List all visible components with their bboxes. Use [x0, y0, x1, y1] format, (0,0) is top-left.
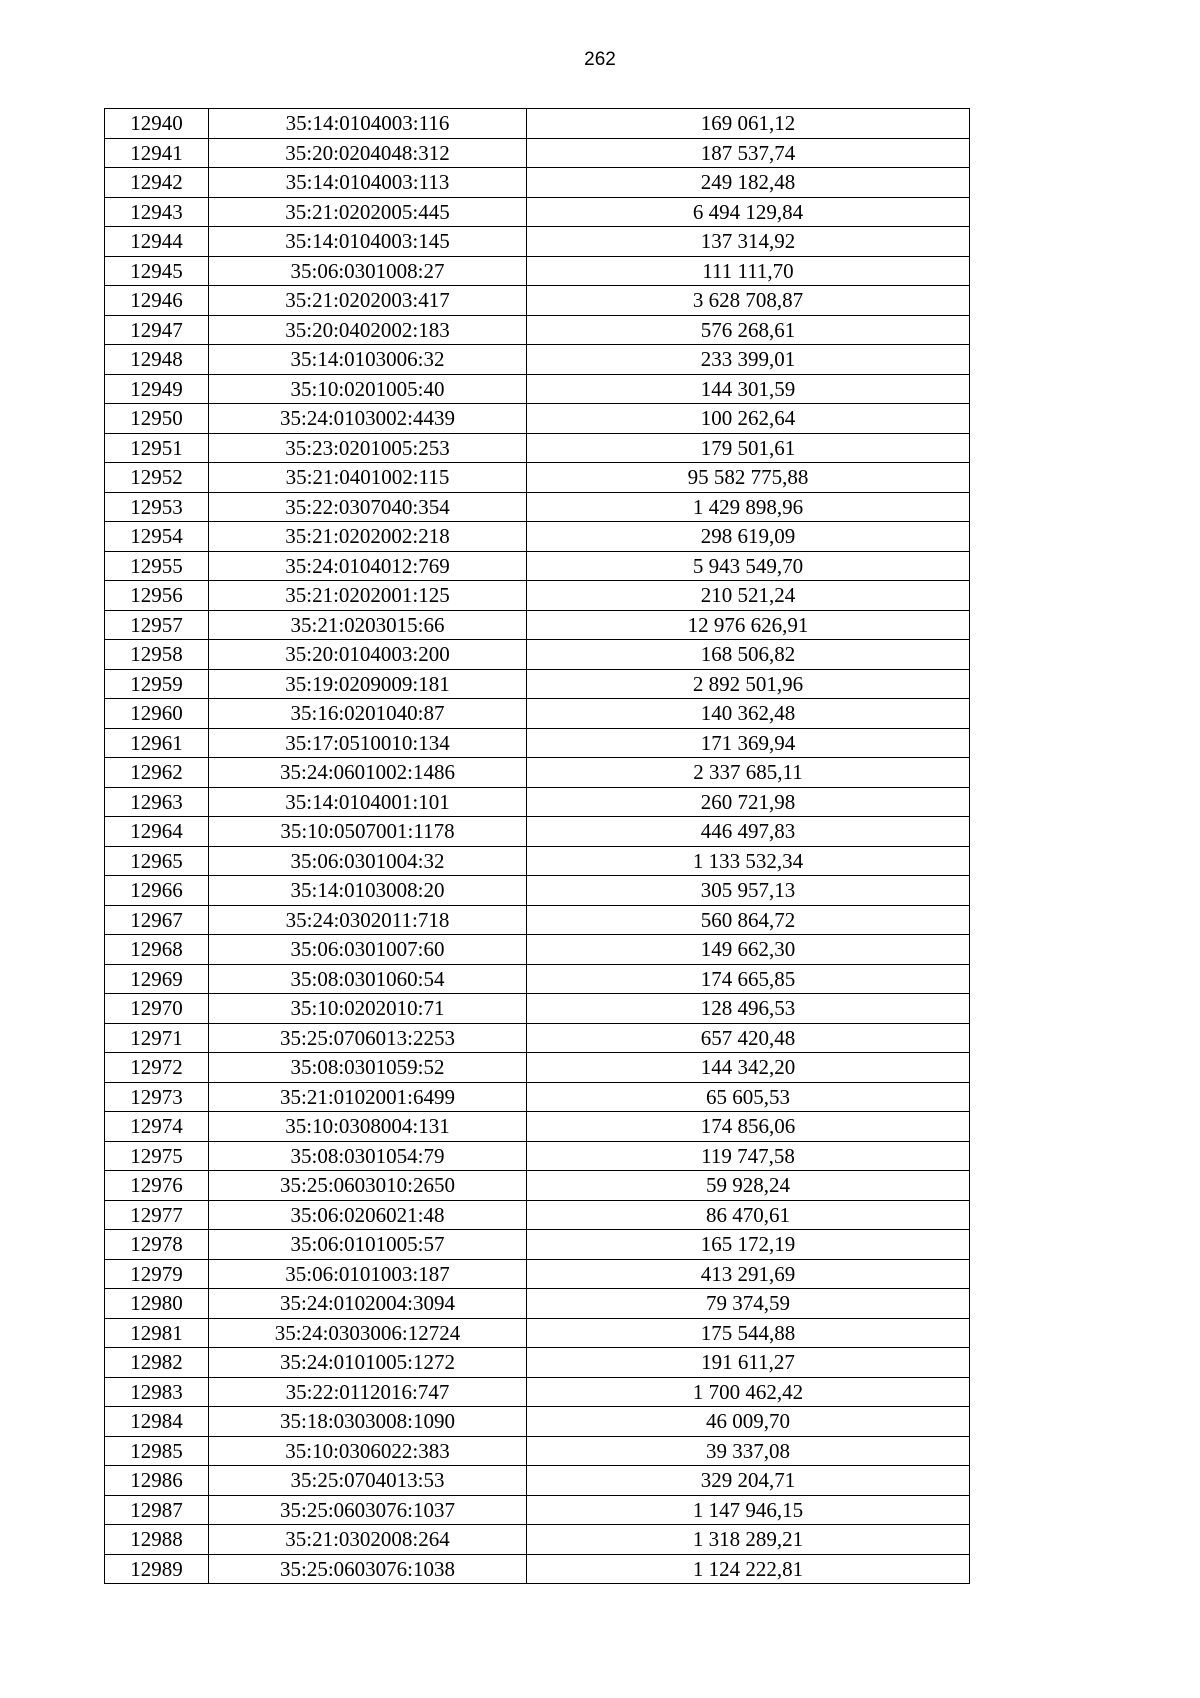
table-row: [105, 315, 970, 345]
table-row: [105, 1230, 970, 1260]
row-number-cell: 12958: [105, 640, 209, 670]
table-row: [105, 728, 970, 758]
cadastral-number-cell: 35:24:0302011:718: [209, 905, 527, 935]
table-row: [105, 905, 970, 935]
table-row: [105, 1200, 970, 1230]
row-number-cell: 12968: [105, 935, 209, 965]
cadastral-value-cell: 111 111,70: [527, 256, 970, 286]
table-row: [105, 787, 970, 817]
cadastral-number-cell: 35:20:0204048:312: [209, 138, 527, 168]
table-row: [105, 404, 970, 434]
row-number-cell: 12941: [105, 138, 209, 168]
cadastral-number-cell: 35:06:0301007:60: [209, 935, 527, 965]
cadastral-value-cell: 1 147 946,15: [527, 1495, 970, 1525]
row-number-cell: 12973: [105, 1082, 209, 1112]
row-number-cell: 12975: [105, 1141, 209, 1171]
cadastral-value-cell: 12 976 626,91: [527, 610, 970, 640]
table-row: [105, 1377, 970, 1407]
table-row: [105, 1141, 970, 1171]
cadastral-number-cell: 35:25:0706013:2253: [209, 1023, 527, 1053]
table-row: [105, 1112, 970, 1142]
table-row: [105, 876, 970, 906]
cadastral-number-cell: 35:10:0202010:71: [209, 994, 527, 1024]
row-number-cell: 12964: [105, 817, 209, 847]
table-row: [105, 669, 970, 699]
cadastral-value-cell: 144 342,20: [527, 1053, 970, 1083]
cadastral-value-cell: 179 501,61: [527, 433, 970, 463]
row-number-cell: 12952: [105, 463, 209, 493]
row-number-cell: 12970: [105, 994, 209, 1024]
table-row: [105, 286, 970, 316]
cadastral-value-cell: 140 362,48: [527, 699, 970, 729]
cadastral-value-cell: 65 605,53: [527, 1082, 970, 1112]
cadastral-number-cell: 35:10:0201005:40: [209, 374, 527, 404]
cadastral-number-cell: 35:06:0101003:187: [209, 1259, 527, 1289]
cadastral-value-cell: 305 957,13: [527, 876, 970, 906]
table-row: [105, 1348, 970, 1378]
row-number-cell: 12944: [105, 227, 209, 257]
cadastral-number-cell: 35:21:0202002:218: [209, 522, 527, 552]
row-number-cell: 12976: [105, 1171, 209, 1201]
table-row: [105, 492, 970, 522]
cadastral-number-cell: 35:25:0704013:53: [209, 1466, 527, 1496]
cadastral-number-cell: 35:19:0209009:181: [209, 669, 527, 699]
table-row: [105, 168, 970, 198]
table-row: [105, 1171, 970, 1201]
cadastral-number-cell: 35:06:0101005:57: [209, 1230, 527, 1260]
cadastral-value-cell: 100 262,64: [527, 404, 970, 434]
cadastral-value-cell: 249 182,48: [527, 168, 970, 198]
row-number-cell: 12984: [105, 1407, 209, 1437]
cadastral-value-table: [104, 108, 970, 1584]
cadastral-number-cell: 35:14:0103006:32: [209, 345, 527, 375]
cadastral-value-cell: 260 721,98: [527, 787, 970, 817]
cadastral-number-cell: 35:21:0102001:6499: [209, 1082, 527, 1112]
cadastral-value-cell: 233 399,01: [527, 345, 970, 375]
table-row: [105, 1436, 970, 1466]
row-number-cell: 12965: [105, 846, 209, 876]
row-number-cell: 12963: [105, 787, 209, 817]
cadastral-number-cell: 35:10:0306022:383: [209, 1436, 527, 1466]
cadastral-number-cell: 35:10:0308004:131: [209, 1112, 527, 1142]
cadastral-number-cell: 35:21:0202001:125: [209, 581, 527, 611]
cadastral-number-cell: 35:14:0104001:101: [209, 787, 527, 817]
table-row: [105, 463, 970, 493]
table-row: [105, 433, 970, 463]
cadastral-number-cell: 35:21:0202003:417: [209, 286, 527, 316]
table-body: [105, 109, 970, 1584]
cadastral-value-cell: 1 318 289,21: [527, 1525, 970, 1555]
cadastral-value-cell: 59 928,24: [527, 1171, 970, 1201]
row-number-cell: 12978: [105, 1230, 209, 1260]
table-row: [105, 846, 970, 876]
row-number-cell: 12986: [105, 1466, 209, 1496]
cadastral-number-cell: 35:08:0301059:52: [209, 1053, 527, 1083]
row-number-cell: 12947: [105, 315, 209, 345]
cadastral-number-cell: 35:17:0510010:134: [209, 728, 527, 758]
table-row: [105, 640, 970, 670]
row-number-cell: 12969: [105, 964, 209, 994]
table-row: [105, 758, 970, 788]
cadastral-value-cell: 191 611,27: [527, 1348, 970, 1378]
cadastral-number-cell: 35:06:0206021:48: [209, 1200, 527, 1230]
row-number-cell: 12942: [105, 168, 209, 198]
cadastral-number-cell: 35:21:0203015:66: [209, 610, 527, 640]
cadastral-number-cell: 35:16:0201040:87: [209, 699, 527, 729]
table-row: [105, 1554, 970, 1584]
row-number-cell: 12983: [105, 1377, 209, 1407]
row-number-cell: 12950: [105, 404, 209, 434]
row-number-cell: 12979: [105, 1259, 209, 1289]
row-number-cell: 12962: [105, 758, 209, 788]
row-number-cell: 12959: [105, 669, 209, 699]
table-row: [105, 197, 970, 227]
cadastral-number-cell: 35:21:0302008:264: [209, 1525, 527, 1555]
row-number-cell: 12971: [105, 1023, 209, 1053]
cadastral-value-cell: 1 133 532,34: [527, 846, 970, 876]
cadastral-number-cell: 35:25:0603076:1037: [209, 1495, 527, 1525]
cadastral-number-cell: 35:10:0507001:1178: [209, 817, 527, 847]
table-row: [105, 610, 970, 640]
table-row: [105, 138, 970, 168]
cadastral-number-cell: 35:08:0301054:79: [209, 1141, 527, 1171]
cadastral-number-cell: 35:08:0301060:54: [209, 964, 527, 994]
table-row: [105, 1407, 970, 1437]
row-number-cell: 12956: [105, 581, 209, 611]
row-number-cell: 12940: [105, 109, 209, 139]
cadastral-value-cell: 174 856,06: [527, 1112, 970, 1142]
cadastral-value-cell: 149 662,30: [527, 935, 970, 965]
row-number-cell: 12955: [105, 551, 209, 581]
cadastral-value-cell: 119 747,58: [527, 1141, 970, 1171]
cadastral-value-cell: 560 864,72: [527, 905, 970, 935]
table-row: [105, 817, 970, 847]
cadastral-number-cell: 35:22:0112016:747: [209, 1377, 527, 1407]
cadastral-number-cell: 35:14:0103008:20: [209, 876, 527, 906]
row-number-cell: 12957: [105, 610, 209, 640]
row-number-cell: 12945: [105, 256, 209, 286]
table-row: [105, 1259, 970, 1289]
cadastral-value-cell: 5 943 549,70: [527, 551, 970, 581]
row-number-cell: 12960: [105, 699, 209, 729]
cadastral-number-cell: 35:22:0307040:354: [209, 492, 527, 522]
cadastral-value-cell: 137 314,92: [527, 227, 970, 257]
cadastral-value-cell: 413 291,69: [527, 1259, 970, 1289]
cadastral-value-cell: 144 301,59: [527, 374, 970, 404]
table-row: [105, 256, 970, 286]
row-number-cell: 12966: [105, 876, 209, 906]
table-row: [105, 964, 970, 994]
cadastral-number-cell: 35:14:0104003:116: [209, 109, 527, 139]
cadastral-value-cell: 2 892 501,96: [527, 669, 970, 699]
cadastral-value-cell: 446 497,83: [527, 817, 970, 847]
cadastral-number-cell: 35:24:0102004:3094: [209, 1289, 527, 1319]
table-row: [105, 1318, 970, 1348]
row-number-cell: 12946: [105, 286, 209, 316]
row-number-cell: 12985: [105, 1436, 209, 1466]
row-number-cell: 12988: [105, 1525, 209, 1555]
cadastral-value-cell: 171 369,94: [527, 728, 970, 758]
row-number-cell: 12949: [105, 374, 209, 404]
row-number-cell: 12977: [105, 1200, 209, 1230]
row-number-cell: 12974: [105, 1112, 209, 1142]
cadastral-value-cell: 1 124 222,81: [527, 1554, 970, 1584]
cadastral-value-cell: 46 009,70: [527, 1407, 970, 1437]
table-row: [105, 1525, 970, 1555]
cadastral-value-cell: 576 268,61: [527, 315, 970, 345]
table-row: [105, 935, 970, 965]
table-row: [105, 581, 970, 611]
table-row: [105, 227, 970, 257]
cadastral-value-cell: 210 521,24: [527, 581, 970, 611]
cadastral-value-cell: 79 374,59: [527, 1289, 970, 1319]
cadastral-value-cell: 39 337,08: [527, 1436, 970, 1466]
row-number-cell: 12961: [105, 728, 209, 758]
cadastral-number-cell: 35:20:0104003:200: [209, 640, 527, 670]
cadastral-number-cell: 35:21:0202005:445: [209, 197, 527, 227]
cadastral-value-cell: 168 506,82: [527, 640, 970, 670]
table-row: [105, 1495, 970, 1525]
row-number-cell: 12951: [105, 433, 209, 463]
cadastral-value-cell: 298 619,09: [527, 522, 970, 552]
row-number-cell: 12982: [105, 1348, 209, 1378]
cadastral-value-cell: 657 420,48: [527, 1023, 970, 1053]
cadastral-number-cell: 35:23:0201005:253: [209, 433, 527, 463]
cadastral-number-cell: 35:14:0104003:113: [209, 168, 527, 198]
cadastral-number-cell: 35:21:0401002:115: [209, 463, 527, 493]
row-number-cell: 12981: [105, 1318, 209, 1348]
row-number-cell: 12980: [105, 1289, 209, 1319]
row-number-cell: 12989: [105, 1554, 209, 1584]
row-number-cell: 12972: [105, 1053, 209, 1083]
table-row: [105, 109, 970, 139]
cadastral-number-cell: 35:06:0301008:27: [209, 256, 527, 286]
cadastral-value-cell: 128 496,53: [527, 994, 970, 1024]
cadastral-number-cell: 35:24:0303006:12724: [209, 1318, 527, 1348]
cadastral-number-cell: 35:24:0101005:1272: [209, 1348, 527, 1378]
row-number-cell: 12987: [105, 1495, 209, 1525]
cadastral-value-cell: 329 204,71: [527, 1466, 970, 1496]
table-row: [105, 1023, 970, 1053]
cadastral-number-cell: 35:24:0601002:1486: [209, 758, 527, 788]
cadastral-number-cell: 35:06:0301004:32: [209, 846, 527, 876]
table-row: [105, 699, 970, 729]
row-number-cell: 12943: [105, 197, 209, 227]
cadastral-number-cell: 35:24:0104012:769: [209, 551, 527, 581]
row-number-cell: 12948: [105, 345, 209, 375]
cadastral-number-cell: 35:24:0103002:4439: [209, 404, 527, 434]
table-row: [105, 345, 970, 375]
cadastral-value-cell: 1 700 462,42: [527, 1377, 970, 1407]
cadastral-number-cell: 35:20:0402002:183: [209, 315, 527, 345]
cadastral-number-cell: 35:18:0303008:1090: [209, 1407, 527, 1437]
table-row: [105, 522, 970, 552]
row-number-cell: 12953: [105, 492, 209, 522]
row-number-cell: 12967: [105, 905, 209, 935]
cadastral-value-cell: 6 494 129,84: [527, 197, 970, 227]
cadastral-value-cell: 86 470,61: [527, 1200, 970, 1230]
cadastral-value-cell: 165 172,19: [527, 1230, 970, 1260]
table-row: [105, 994, 970, 1024]
page-number: 262: [584, 49, 616, 70]
cadastral-number-cell: 35:25:0603076:1038: [209, 1554, 527, 1584]
cadastral-value-cell: 3 628 708,87: [527, 286, 970, 316]
table-row: [105, 1466, 970, 1496]
cadastral-value-cell: 1 429 898,96: [527, 492, 970, 522]
cadastral-value-cell: 187 537,74: [527, 138, 970, 168]
cadastral-number-cell: 35:14:0104003:145: [209, 227, 527, 257]
table-row: [105, 1289, 970, 1319]
cadastral-value-cell: 169 061,12: [527, 109, 970, 139]
row-number-cell: 12954: [105, 522, 209, 552]
table-row: [105, 1082, 970, 1112]
table-row: [105, 374, 970, 404]
cadastral-value-cell: 175 544,88: [527, 1318, 970, 1348]
cadastral-value-cell: 95 582 775,88: [527, 463, 970, 493]
table-row: [105, 551, 970, 581]
cadastral-value-cell: 174 665,85: [527, 964, 970, 994]
table-row: [105, 1053, 970, 1083]
cadastral-number-cell: 35:25:0603010:2650: [209, 1171, 527, 1201]
cadastral-value-cell: 2 337 685,11: [527, 758, 970, 788]
